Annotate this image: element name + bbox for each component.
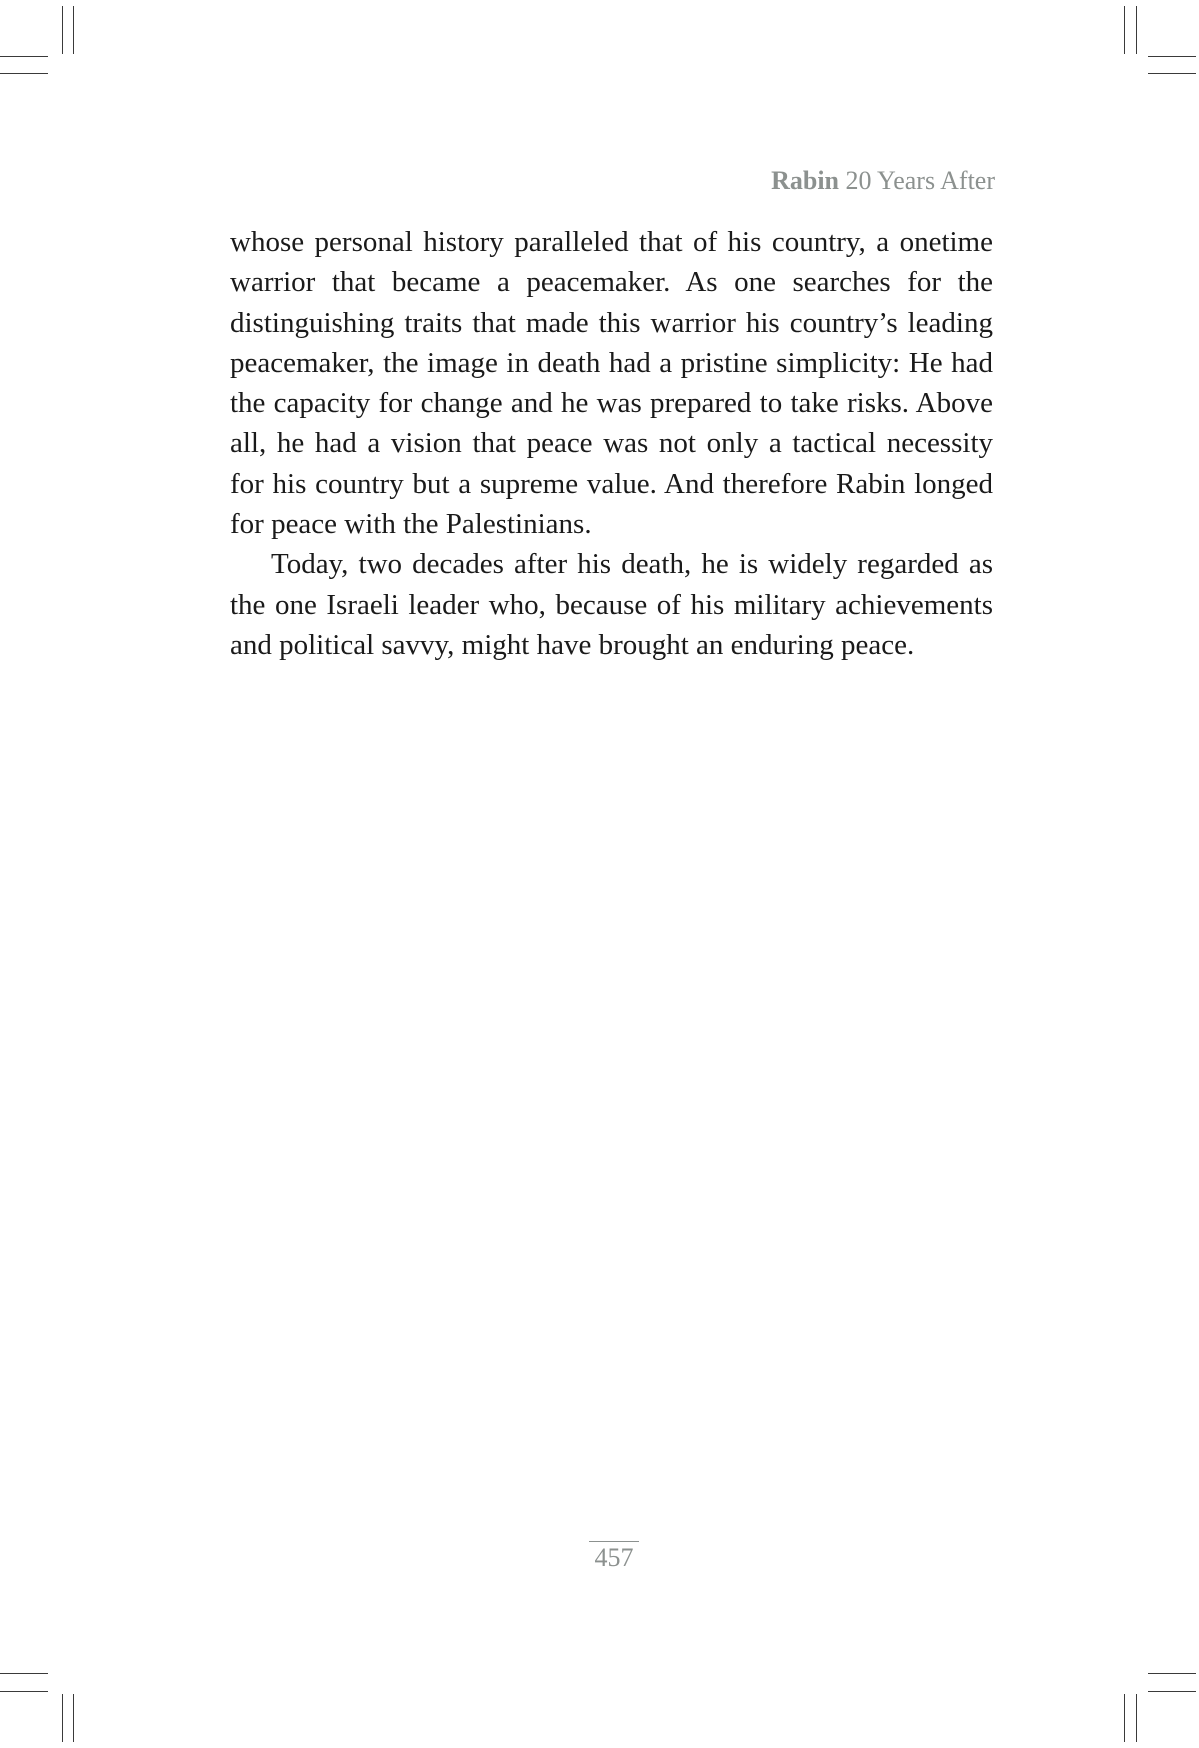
crop-mark	[1124, 1694, 1125, 1742]
paragraph: whose personal history paralleled that of his country, a onetime warrior that became a peacemaker. As one searches for the distinguishing traits that made this warrior his country’s leading peacemaker, the image in death had a pristine simplicity: He had the capacity for change and he was prepared to take risks. Above all, he had a vision that peace was not only a tactical necessity for his country but a supreme value. And therefore Rabin longed for peace with the Palestinians.	[230, 226, 993, 541]
crop-mark	[73, 1694, 74, 1742]
page-number: 457	[589, 1541, 639, 1573]
crop-mark	[1148, 56, 1196, 57]
crop-mark	[1124, 6, 1125, 54]
crop-mark	[0, 1691, 48, 1692]
running-head-title: Rabin	[771, 166, 839, 195]
running-head	[771, 166, 995, 196]
running-head-subtitle: 20 Years After	[845, 166, 995, 195]
crop-mark	[0, 1673, 48, 1674]
paragraph: Today, two decades after his death, he is widely regarded as the one Israeli leader who, because of his military achievements and political savvy, might have brought an enduring peace.	[230, 548, 993, 661]
crop-mark	[0, 56, 48, 57]
crop-mark	[0, 73, 48, 74]
crop-mark	[1148, 73, 1196, 74]
crop-mark	[1136, 6, 1137, 54]
crop-mark	[62, 6, 63, 54]
crop-mark	[62, 1694, 63, 1742]
body-text	[230, 222, 993, 665]
crop-mark	[1148, 1691, 1196, 1692]
crop-mark	[1136, 1694, 1137, 1742]
crop-mark	[1148, 1673, 1196, 1674]
crop-mark	[73, 6, 74, 54]
